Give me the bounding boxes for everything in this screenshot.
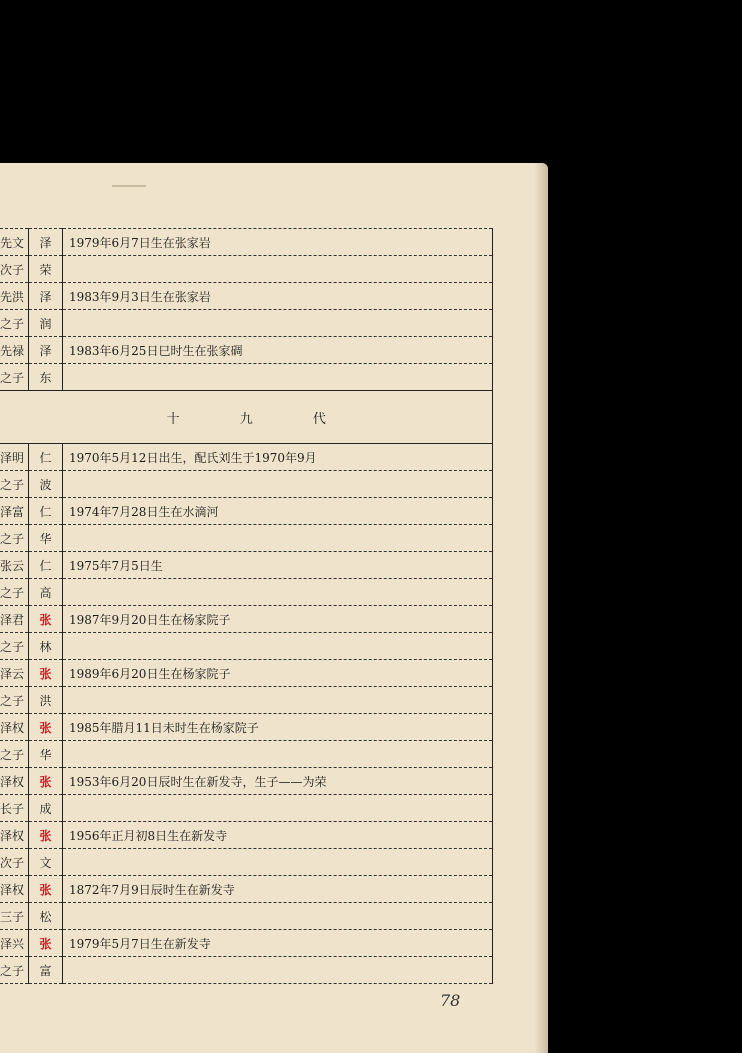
relation-bottom: 次子	[0, 256, 29, 283]
name-char-2: 波	[29, 471, 63, 498]
header-mark	[112, 185, 146, 187]
record-row	[0, 498, 493, 525]
name-char-1: 泽	[29, 337, 63, 364]
record-row	[0, 930, 493, 957]
name-char-1: 张	[29, 822, 63, 849]
name-char-1: 泽	[29, 283, 63, 310]
relation-top: 泽权	[0, 876, 29, 903]
record-text: 1970年5月12日出生，配氏刘生于1970年9月	[63, 444, 493, 471]
name-char-1: 张	[29, 768, 63, 795]
relation-bottom: 之子	[0, 310, 29, 337]
page-number: 78	[440, 991, 461, 1010]
record-row	[0, 714, 493, 741]
record-row	[0, 283, 493, 310]
record-text: 1987年9月20日生在杨家院子	[63, 606, 493, 633]
name-char-2: 荣	[29, 256, 63, 283]
relation-bottom: 之子	[0, 741, 29, 768]
record-text-secondary	[63, 741, 493, 768]
record-text: 1983年9月3日生在张家岩	[63, 283, 493, 310]
name-char-2: 松	[29, 903, 63, 930]
record-row-secondary	[0, 687, 493, 714]
name-char-2: 富	[29, 957, 63, 984]
record-row-secondary	[0, 256, 493, 283]
name-char-1: 仁	[29, 444, 63, 471]
record-row	[0, 660, 493, 687]
relation-top: 张云	[0, 552, 29, 579]
genealogy-table	[0, 228, 493, 984]
relation-top: 泽权	[0, 714, 29, 741]
record-text: 1872年7月9日辰时生在新发寺	[63, 876, 493, 903]
relation-bottom: 之子	[0, 579, 29, 606]
record-row-secondary	[0, 903, 493, 930]
record-row	[0, 822, 493, 849]
record-text-secondary	[63, 471, 493, 498]
record-row-secondary	[0, 633, 493, 660]
name-char-2: 华	[29, 741, 63, 768]
relation-bottom: 之子	[0, 957, 29, 984]
name-char-2: 润	[29, 310, 63, 337]
record-row-secondary	[0, 741, 493, 768]
relation-bottom: 之子	[0, 525, 29, 552]
name-char-1: 张	[29, 876, 63, 903]
record-row	[0, 606, 493, 633]
record-text-secondary	[63, 687, 493, 714]
record-row-secondary	[0, 957, 493, 984]
record-row-secondary	[0, 364, 493, 391]
name-char-1: 张	[29, 606, 63, 633]
record-text: 1956年正月初8日生在新发寺	[63, 822, 493, 849]
name-char-2: 华	[29, 525, 63, 552]
record-row	[0, 552, 493, 579]
relation-bottom: 之子	[0, 687, 29, 714]
relation-top: 先禄	[0, 337, 29, 364]
name-char-2: 文	[29, 849, 63, 876]
name-char-2: 洪	[29, 687, 63, 714]
name-char-1: 张	[29, 930, 63, 957]
record-text: 1975年7月5日生	[63, 552, 493, 579]
relation-bottom: 之子	[0, 633, 29, 660]
record-row-secondary	[0, 310, 493, 337]
relation-bottom: 之子	[0, 364, 29, 391]
relation-top: 泽君	[0, 606, 29, 633]
name-char-1: 仁	[29, 498, 63, 525]
name-char-1: 泽	[29, 229, 63, 256]
record-text-secondary	[63, 579, 493, 606]
record-row	[0, 768, 493, 795]
relation-top: 先洪	[0, 283, 29, 310]
relation-bottom: 次子	[0, 849, 29, 876]
record-text-secondary	[63, 957, 493, 984]
record-row-secondary	[0, 849, 493, 876]
relation-top: 泽明	[0, 444, 29, 471]
record-text-secondary	[63, 310, 493, 337]
record-text: 1953年6月20日辰时生在新发寺，生子——为荣	[63, 768, 493, 795]
name-char-2: 高	[29, 579, 63, 606]
record-text: 1974年7月28日生在水滴河	[63, 498, 493, 525]
record-text-secondary	[63, 525, 493, 552]
relation-bottom: 之子	[0, 471, 29, 498]
generation-header-row	[0, 391, 493, 444]
record-text: 1983年6月25日巳时生在张家碉	[63, 337, 493, 364]
record-text-secondary	[63, 849, 493, 876]
relation-top: 泽兴	[0, 930, 29, 957]
relation-bottom: 三子	[0, 903, 29, 930]
name-char-2: 成	[29, 795, 63, 822]
name-char-1: 张	[29, 714, 63, 741]
record-row	[0, 337, 493, 364]
record-text-secondary	[63, 903, 493, 930]
record-text-secondary	[63, 633, 493, 660]
relation-top: 泽富	[0, 498, 29, 525]
record-row-secondary	[0, 795, 493, 822]
relation-bottom: 长子	[0, 795, 29, 822]
name-char-1: 仁	[29, 552, 63, 579]
record-text: 1985年腊月11日未时生在杨家院子	[63, 714, 493, 741]
name-char-2: 林	[29, 633, 63, 660]
name-char-2: 东	[29, 364, 63, 391]
record-row	[0, 876, 493, 903]
record-text: 1979年5月7日生在新发寺	[63, 930, 493, 957]
register-page	[0, 163, 548, 1053]
record-row	[0, 229, 493, 256]
name-char-1: 张	[29, 660, 63, 687]
record-text-secondary	[63, 364, 493, 391]
record-row-secondary	[0, 579, 493, 606]
record-text: 1979年6月7日生在张家岩	[63, 229, 493, 256]
relation-top: 泽权	[0, 768, 29, 795]
record-text-secondary	[63, 256, 493, 283]
relation-top: 先文	[0, 229, 29, 256]
record-text-secondary	[63, 795, 493, 822]
relation-top: 泽权	[0, 822, 29, 849]
record-row	[0, 444, 493, 471]
record-row-secondary	[0, 525, 493, 552]
record-text: 1989年6月20日生在杨家院子	[63, 660, 493, 687]
record-row-secondary	[0, 471, 493, 498]
gen-spacer	[0, 391, 29, 444]
relation-top: 泽云	[0, 660, 29, 687]
generation-title: 十 九 代	[29, 391, 493, 444]
